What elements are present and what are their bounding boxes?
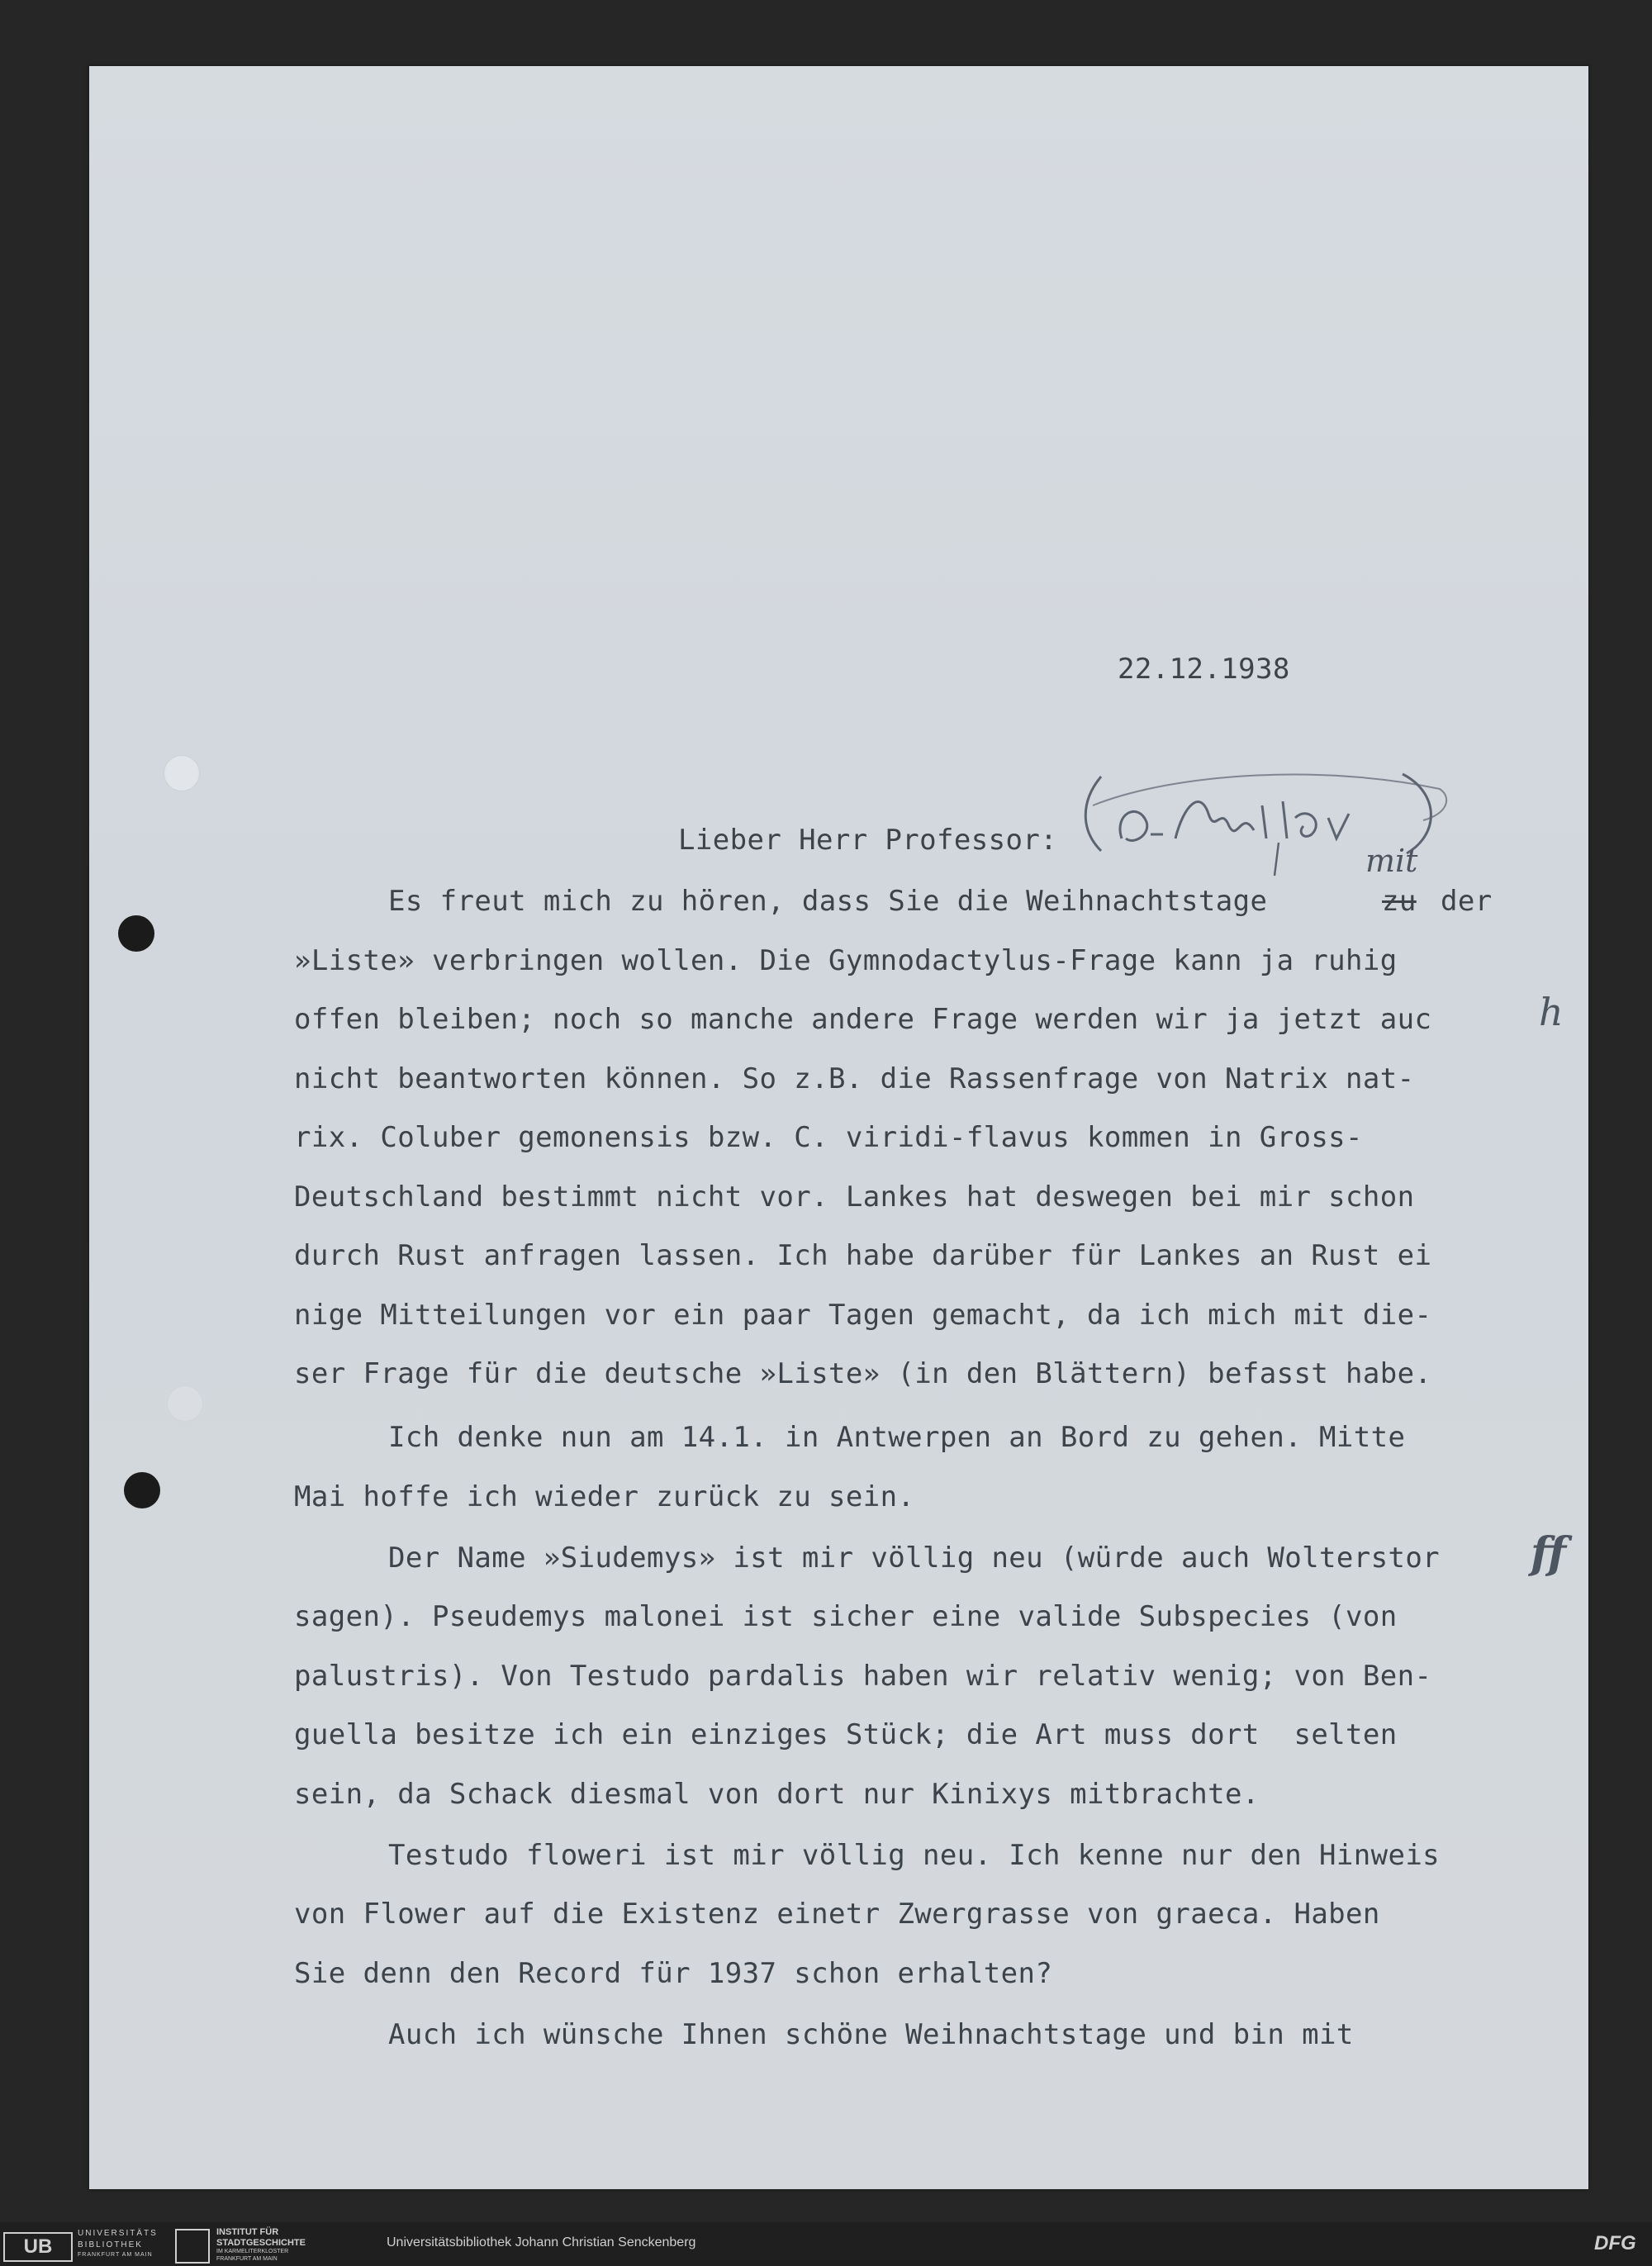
margin-mark-ff: ff <box>1531 1528 1567 1579</box>
struck-word: zu <box>1382 885 1417 918</box>
letter-date: 22.12.1938 <box>1118 653 1290 686</box>
salutation: Lieber Herr Professor: <box>678 824 1058 857</box>
ub-text-3: FRANKFURT AM MAIN <box>78 2252 153 2258</box>
institut-text-2: STADTGESCHICHTE <box>216 2238 306 2248</box>
punch-hole-upper <box>118 915 154 952</box>
faint-punch-hole-bottom <box>167 1385 203 1422</box>
footer-bar <box>0 2222 1652 2266</box>
library-name: Universitätsbibliothek Johann Christian Senckenberg <box>387 2235 696 2249</box>
punch-hole-lower <box>124 1472 160 1508</box>
letter-line-17: Testudo floweri ist mir völlig neu. Ich kenne nur den Hinweis <box>388 1839 1441 1872</box>
institut-text-1: INSTITUT FÜR <box>216 2227 279 2237</box>
letter-line-3: offen bleiben; noch so manche andere Frage werden wir ja jetzt auc <box>294 1003 1432 1036</box>
letter-line-12: Der Name »Siudemys» ist mir völlig neu (würde auch Wolterstor <box>388 1542 1441 1575</box>
letter-sheet <box>89 66 1588 2189</box>
ub-text-1: UNIVERSITÄTS <box>78 2229 158 2238</box>
letter-line-11: Mai hoffe ich wieder zurück zu sein. <box>294 1480 915 1513</box>
ub-text-2: BIBLIOTHEK <box>78 2240 143 2249</box>
letter-line-15: guella besitze ich ein einziges Stück; die Art muss dort selten <box>294 1718 1398 1751</box>
dfg-logo: DFG <box>1594 2232 1636 2254</box>
letter-line-7: durch Rust anfragen lassen. Ich habe darüber für Lankes an Rust ei <box>294 1239 1432 1272</box>
letter-line-9: ser Frage für die deutsche »Liste» (in den Blättern) befasst habe. <box>294 1357 1432 1390</box>
letter-line-6: Deutschland bestimmt nicht vor. Lankes hat deswegen bei mir schon <box>294 1181 1415 1214</box>
letter-line-19: Sie denn den Record für 1937 schon erhalten? <box>294 1957 1053 1990</box>
institut-text-3: IM KARMELITERKLOSTER <box>216 2249 289 2254</box>
letter-line-18: von Flower auf die Existenz einetr Zwergrasse von graeca. Haben <box>294 1898 1380 1931</box>
letter-line-16: sein, da Schack diesmal von dort nur Kinixys mitbrachte. <box>294 1778 1260 1811</box>
letter-line-2: »Liste» verbringen wollen. Die Gymnodactylus-Frage kann ja ruhig <box>294 944 1398 977</box>
margin-mark-h: h <box>1539 990 1564 1034</box>
letter-line-8: nige Mitteilungen vor ein paar Tagen gemacht, da ich mich mit die- <box>294 1299 1432 1332</box>
letter-line-10: Ich denke nun am 14.1. in Antwerpen an Bord zu gehen. Mitte <box>388 1421 1406 1454</box>
institut-logo-mark <box>175 2229 210 2264</box>
letter-line-4: nicht beantworten können. So z.B. die Rassenfrage von Natrix nat- <box>294 1062 1415 1095</box>
letter-line-14: palustris). Von Testudo pardalis haben wir relativ wenig; von Ben- <box>294 1660 1432 1693</box>
letter-line-1: Es freut mich zu hören, dass Sie die Weihnachtstage <box>388 885 1268 918</box>
faint-punch-hole-top <box>164 755 200 791</box>
handwritten-insert: mit <box>1365 843 1418 879</box>
letter-line-13: sagen). Pseudemys malonei ist sicher eine valide Subspecies (von <box>294 1600 1398 1633</box>
letter-line-5: rix. Coluber gemonensis bzw. C. viridi-flavus kommen in Gross- <box>294 1121 1363 1154</box>
letter-line-1-tail: der <box>1441 885 1493 918</box>
ub-logo: UB <box>3 2232 73 2262</box>
letter-line-20: Auch ich wünsche Ihnen schöne Weihnachtstage und bin mit <box>388 2018 1354 2051</box>
institut-text-4: FRANKFURT AM MAIN <box>216 2256 278 2262</box>
